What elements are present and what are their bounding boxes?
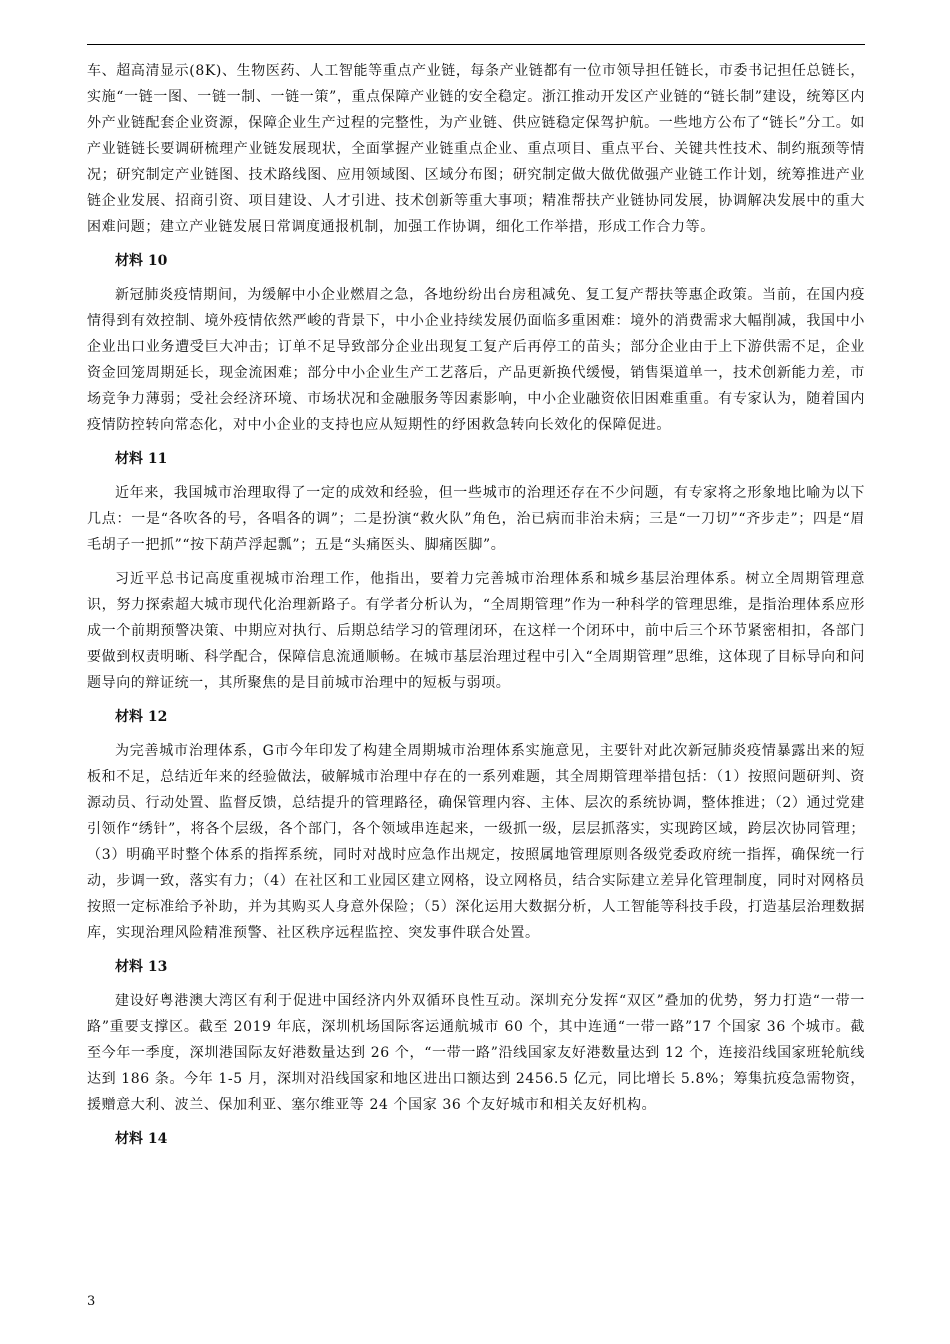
document-body bbox=[87, 58, 865, 1160]
section-heading-material-13: 材料 13 bbox=[115, 959, 168, 975]
section-heading-material-12: 材料 12 bbox=[115, 709, 168, 725]
paragraph: 车、超高清显示(8K)、生物医药、人工智能等重点产业链，每条产业链都有一位市领导担任链长，市委书记担任总链长，实施“一链一图、一链一制、一链一策”，重点保障产业链的安全稳定。浙江推动开发区产业链的“链长制”建设，统筹区内外产业链配套企业资源，保障企业生产过程的完整性，为产业链、供应链稳定保驾护航。一些地方公布了“链长”分工。如产业链链长要调研梳理产业链发展现状，全面掌握产业链重点企业、重点项目、重点平台、关键共性技术、制约瓶颈等情况；研究制定产业链图、技术路线图、应用领域图、区域分布图；研究制定做大做优做强产业链工作计划，统筹推进产业链企业发展、招商引资、项目建设、人才引进、技术创新等重大事项；精准帮扶产业链协同发展，协调解决发展中的重大困难问题；建立产业链发展日常调度通报机制，加强工作协调，细化工作举措，形成工作合力等。 bbox=[87, 63, 865, 235]
page-number: 3 bbox=[87, 1294, 96, 1309]
section-heading-material-14: 材料 14 bbox=[115, 1131, 168, 1147]
header-rule bbox=[87, 44, 865, 45]
paragraph: 新冠肺炎疫情期间，为缓解中小企业燃眉之急，各地纷纷出台房租减免、复工复产帮扶等惠企政策。当前，在国内疫情得到有效控制、境外疫情依然严峻的背景下，中小企业持续发展仍面临多重困难：境外的消费需求大幅削减，我国中小企业出口业务遭受巨大冲击；订单不足导致部分企业出现复工复产后再停工的苗头；部分企业由于上下游供需不足，企业资金回笼周期延长，现金流困难；部分中小企业生产工艺落后，产品更新换代缓慢，销售渠道单一，技术创新能力差，市场竞争力薄弱；受社会经济环境、市场状况和金融服务等因素影响，中小企业融资依旧困难重重。有专家认为，随着国内疫情防控转向常态化，对中小企业的支持也应从短期性的纾困救急转向长效化的保障促进。 bbox=[87, 287, 865, 433]
paragraph: 为完善城市治理体系，G市今年印发了构建全周期城市治理体系实施意见，主要针对此次新冠肺炎疫情暴露出来的短板和不足，总结近年来的经验做法，破解城市治理中存在的一系列难题，其全周期管理举措包括：（1）按照问题研判、资源动员、行动处置、监督反馈，总结提升的管理路径，确保管理内容、主体、层次的系统协调，整体推进；（2）通过党建引领作“绣针”，将各个层级，各个部门，各个领域串连起来，一级抓一级，层层抓落实，实现跨区域，跨层次协同管理；（3）明确平时整个体系的指挥系统，同时对战时应急作出规定，按照属地管理原则各级党委政府统一指挥，确保统一行动，步调一致，落实有力；（4）在社区和工业园区建立网格，设立网格员，结合实际建立差异化管理制度，同时对网格员按照一定标准给予补助，并为其购买人身意外保险；（5）深化运用大数据分析，人工智能等科技手段，打造基层治理数据库，实现治理风险精准预警、社区秩序远程监控、突发事件联合处置。 bbox=[87, 743, 865, 941]
paragraph: 建设好粤港澳大湾区有利于促进中国经济内外双循环良性互动。深圳充分发挥“双区”叠加的优势，努力打造“一带一路”重要支撑区。截至 2019 年底，深圳机场国际客运通航城市 60 个，其中连通“一带一路”17 个国家 36 个城市。截至今年一季度，深圳港国际友好港数量达到 26 个，“一带一路”沿线国家友好港数量达到 12 个，连接沿线国家班轮航线达到 186 条。今年 1-5 月，深圳对沿线国家和地区进出口额达到 2456.5 亿元，同比增长 5.8%；筹集抗疫急需物资，援赠意大利、波兰、保加利亚、塞尔维亚等 24 个国家 36 个友好城市和相关友好机构。 bbox=[87, 993, 865, 1113]
section-heading-material-11: 材料 11 bbox=[115, 451, 168, 467]
paragraph: 近年来，我国城市治理取得了一定的成效和经验，但一些城市的治理还存在不少问题，有专家将之形象地比喻为以下几点：一是“各吹各的号，各唱各的调”；二是扮演“救火队”角色，治已病而非治未病；三是“一刀切”“齐步走”；四是“眉毛胡子一把抓”“按下葫芦浮起瓢”；五是“头痛医头、脚痛医脚”。 bbox=[87, 485, 865, 553]
section-heading-material-10: 材料 10 bbox=[115, 253, 168, 269]
paragraph: 习近平总书记高度重视城市治理工作，他指出，要着力完善城市治理体系和城乡基层治理体系。树立全周期管理意识，努力探索超大城市现代化治理新路子。有学者分析认为，“全周期管理”作为一种科学的管理思维，是指治理体系应形成一个前期预警决策、中期应对执行、后期总结学习的管理闭环，在这样一个闭环中，前中后三个环节紧密相扣，各部门要做到权责明晰、科学配合，保障信息流通顺畅。在城市基层治理过程中引入“全周期管理”思维，这体现了目标导向和问题导向的辩证统一，其所聚焦的是目前城市治理中的短板与弱项。 bbox=[87, 571, 865, 691]
